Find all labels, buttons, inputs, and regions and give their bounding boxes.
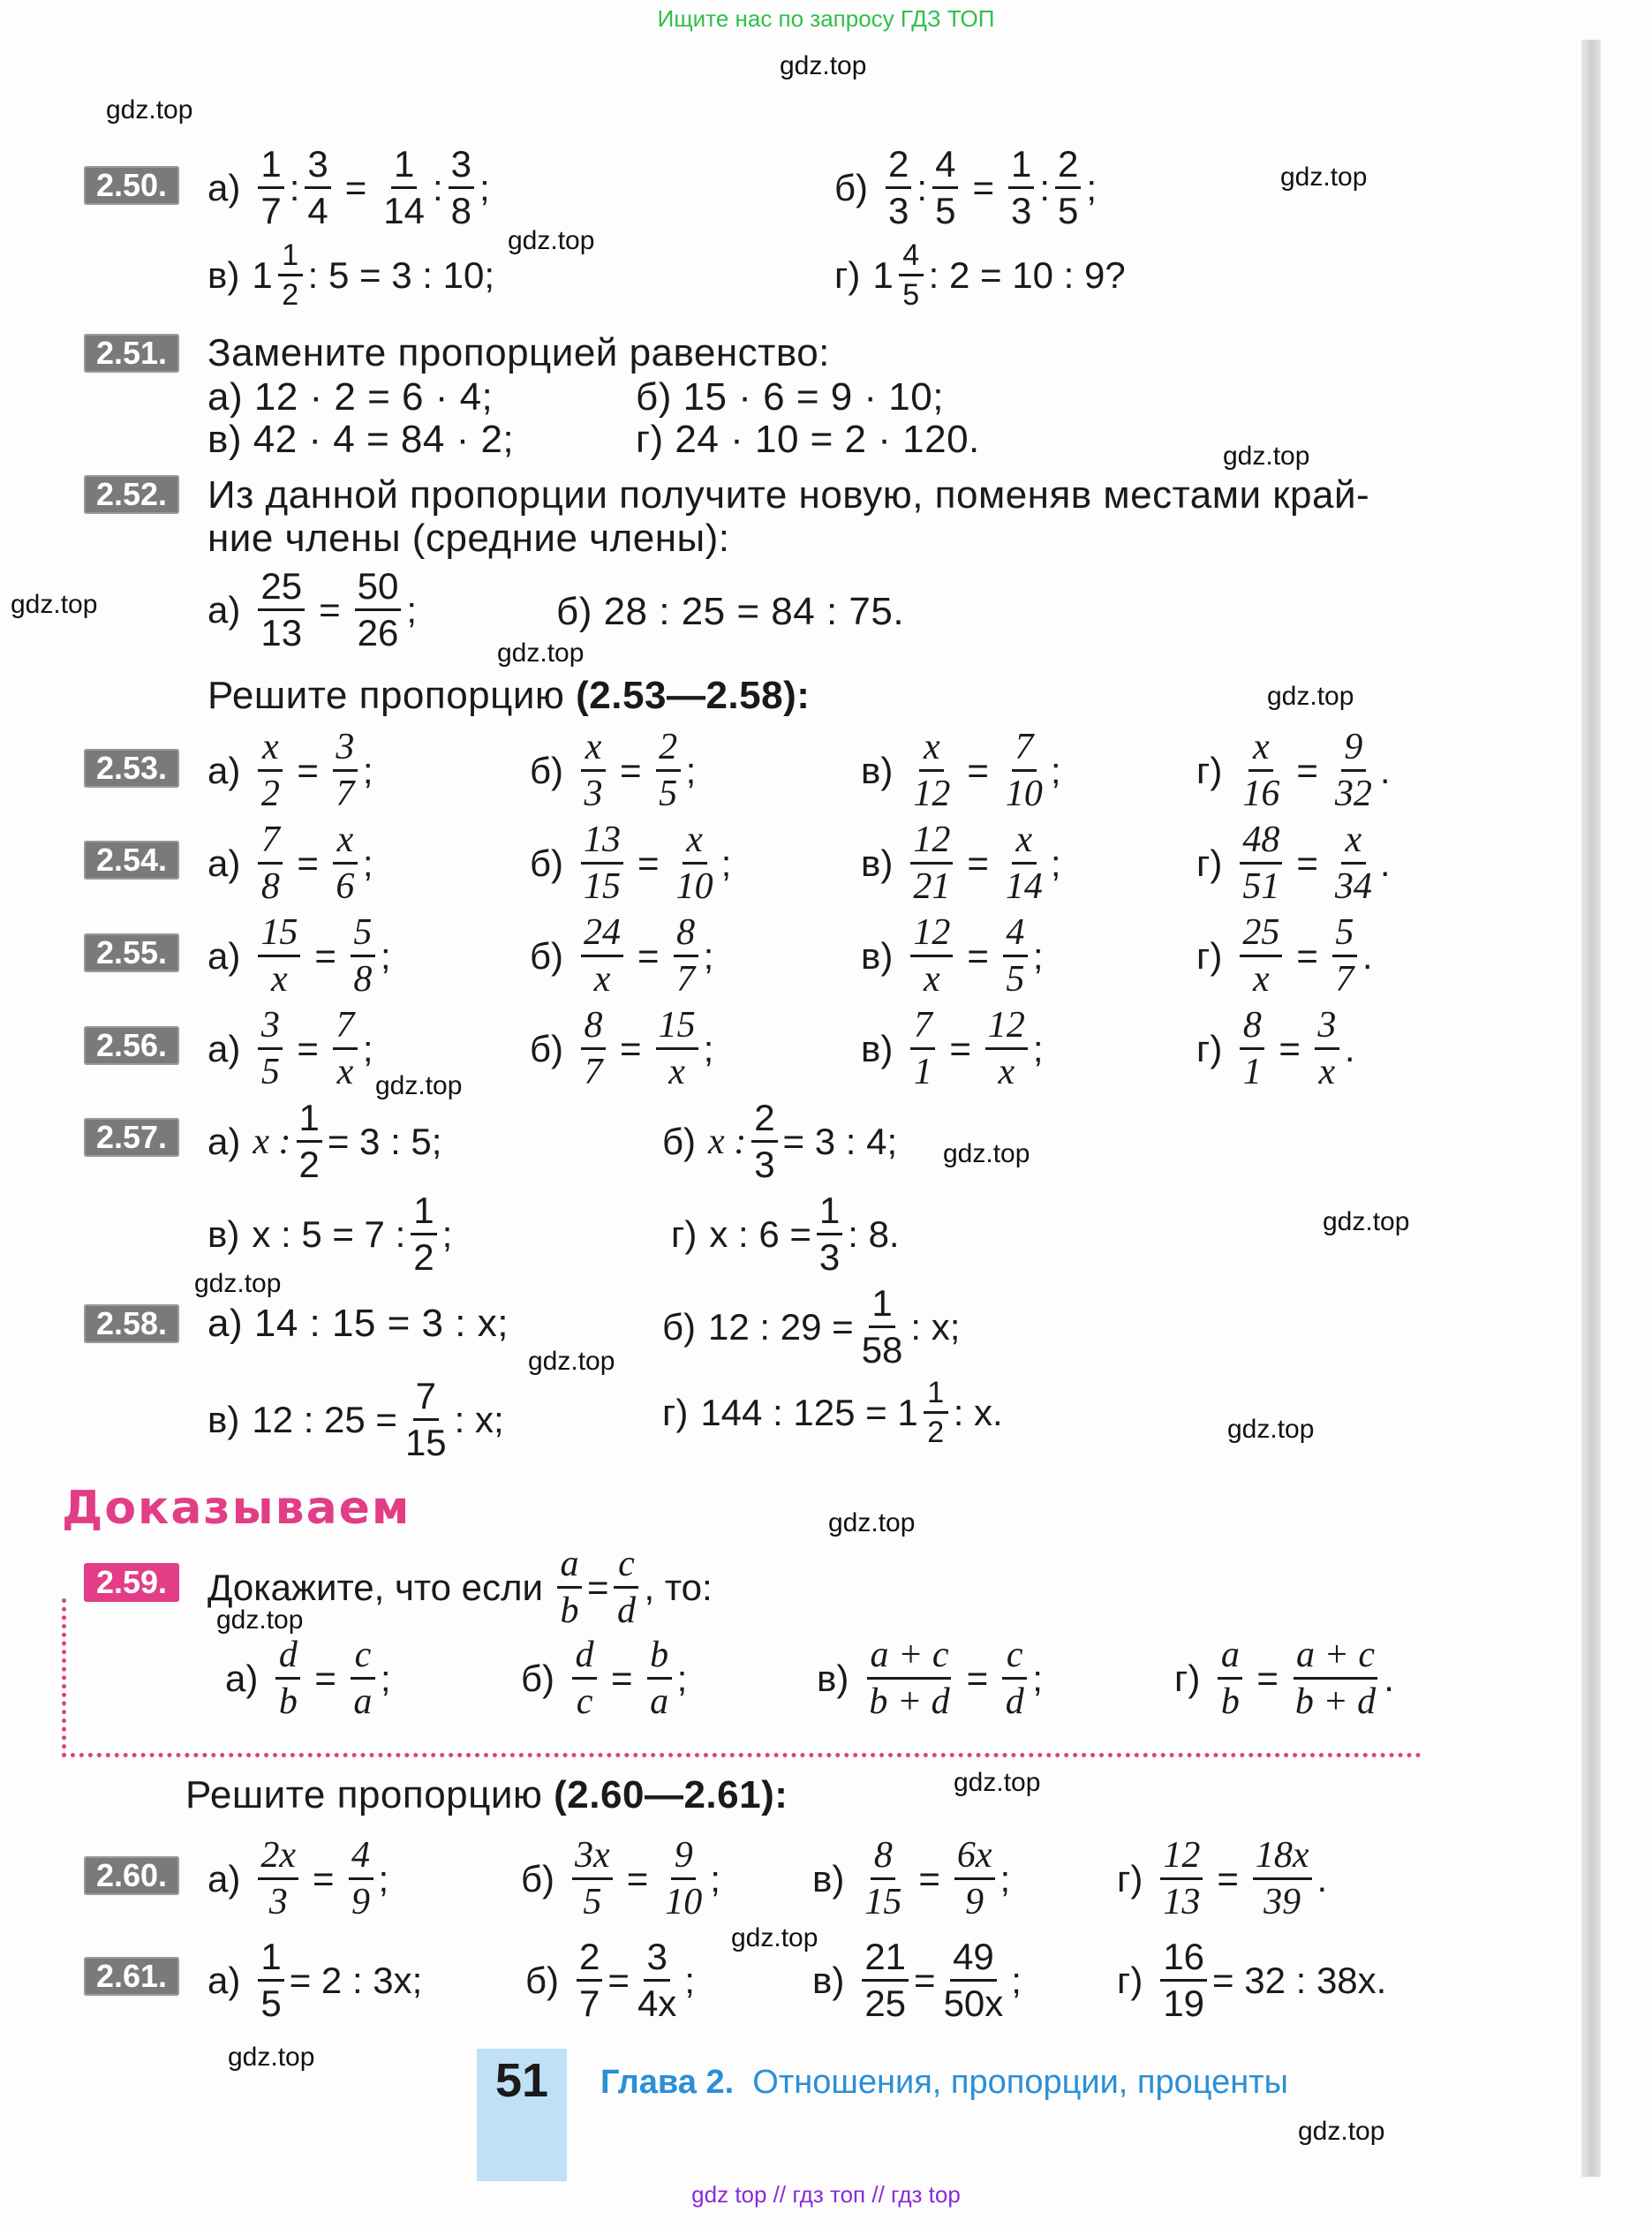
- exercise-number: 2.59.: [84, 1563, 179, 1602]
- exercise-256-item-0: а) $\frac{3}{5}$ = $\frac{7}{x}$ ;: [207, 1005, 373, 1092]
- exercise-254-item-0: а) $\frac{7}{8}$ = $\frac{x}{6}$ ;: [207, 819, 373, 907]
- watermark: gdz.top: [943, 1139, 1030, 1168]
- exercise-number: 2.56.: [84, 1026, 179, 1065]
- exercise-253-item-1: б) $\frac{x}{3}$ = $\frac{2}{5}$ ;: [530, 727, 697, 814]
- exercise-254-item-2: в) $\frac{12}{21}$ = $\frac{x}{14}$ ;: [861, 819, 1061, 907]
- exercise-number: 2.53.: [84, 749, 179, 788]
- page-edge-shadow: [1581, 40, 1601, 2177]
- exercise-259-item-1: б) $\frac{d}{c}$ = $\frac{b}{a}$ ;: [521, 1635, 688, 1722]
- exercise-256-item-1: б) $\frac{8}{7}$ = $\frac{15}{x}$ ;: [530, 1005, 714, 1092]
- watermark: gdz.top: [194, 1269, 282, 1298]
- exercise-number: 2.60.: [84, 1856, 179, 1895]
- exercise-260-item-1: б) $\frac{3x}{5}$ = $\frac{9}{10}$ ;: [521, 1835, 720, 1922]
- exercise-250-v: в) 1 $\frac{1}{2}$ : 5 = 3 : 10;: [207, 238, 494, 312]
- exercise-256-item-2: в) $\frac{7}{1}$ = $\frac{12}{x}$ ;: [861, 1005, 1044, 1092]
- exercise-259-item-0: а) $\frac{d}{b}$ = $\frac{c}{a}$ ;: [225, 1635, 391, 1722]
- exercise-261-v: в) $\frac{21}{25}$ = $\frac{49}{50x}$ ;: [812, 1936, 1022, 2024]
- exercise-259-item-2: в) $\frac{a + c}{b + d}$ = $\frac{c}{d}$ ;: [817, 1635, 1043, 1722]
- exercise-number: 2.51.: [84, 334, 179, 373]
- watermark: gdz.top: [11, 590, 98, 619]
- exercise-254-item-1: б) $\frac{13}{15}$ = $\frac{x}{10}$ ;: [530, 819, 732, 907]
- page-number: 51: [494, 2054, 549, 2107]
- exercise-261-b: б) $\frac{2}{7}$ = $\frac{3}{4x}$ ;: [525, 1936, 695, 2024]
- watermark: gdz.top: [1227, 1415, 1315, 1444]
- watermark: gdz.top: [954, 1768, 1041, 1797]
- exercise-250-g: г) 1 $\frac{4}{5}$ : 2 = 10 : 9?: [834, 238, 1126, 312]
- exercise-257-v: в) x : 5 = 7 : $\frac{1}{2}$ ;: [207, 1190, 453, 1278]
- exercise-260-item-0: а) $\frac{2x}{3}$ = $\frac{4}{9}$ ;: [207, 1835, 389, 1922]
- watermark: gdz.top: [228, 2043, 315, 2072]
- exercise-260-item-2: в) $\frac{8}{15}$ = $\frac{6x}{9}$ ;: [812, 1835, 1011, 1922]
- promo-link[interactable]: Ищите нас по запросу ГДЗ ТОП: [657, 5, 995, 32]
- exercise-number: 2.54.: [84, 841, 179, 880]
- watermark: gdz.top: [1223, 442, 1310, 471]
- exercise-251-b: б) 15 · 6 = 9 · 10;: [636, 375, 944, 419]
- exercise-260-item-3: г) $\frac{12}{13}$ = $\frac{18x}{39}$ .: [1117, 1835, 1328, 1922]
- watermark: gdz.top: [731, 1923, 818, 1952]
- watermark: gdz.top: [1280, 162, 1368, 192]
- exercise-251-task: Замените пропорцией равенство:: [207, 331, 830, 374]
- exercise-261-a: а) $\frac{1}{5}$ = 2 : 3x;: [207, 1936, 423, 2024]
- exercise-258-v: в) 12 : 25 = $\frac{7}{15}$ : x;: [207, 1375, 504, 1463]
- exercise-257-a: а) x : $\frac{1}{2}$ = 3 : 5;: [207, 1097, 442, 1185]
- chapter-title: Глава 2. Отношения, пропорции, проценты: [600, 2064, 1288, 2101]
- exercise-258-b: б) 12 : 29 = $\frac{1}{58}$ : x;: [662, 1282, 961, 1371]
- exercise-257-b: б) x : $\frac{2}{3}$ = 3 : 4;: [662, 1097, 898, 1185]
- exercise-258-g: г) 144 : 125 = 1 $\frac{1}{2}$ : x.: [662, 1376, 1003, 1449]
- exercise-255-item-1: б) $\frac{24}{x}$ = $\frac{8}{7}$ ;: [530, 912, 714, 1000]
- exercise-251-g: г) 24 · 10 = 2 · 120.: [636, 418, 980, 461]
- section-heading: Доказываем: [62, 1482, 411, 1535]
- exercise-253-item-2: в) $\frac{x}{12}$ = $\frac{7}{10}$ ;: [861, 727, 1061, 814]
- exercise-254-item-3: г) $\frac{48}{51}$ = $\frac{x}{34}$ .: [1196, 819, 1391, 907]
- watermark: gdz.top: [528, 1347, 615, 1376]
- exercise-253-item-3: г) $\frac{x}{16}$ = $\frac{9}{32}$ .: [1196, 727, 1391, 814]
- exercise-number: 2.50.: [84, 166, 179, 205]
- watermark: gdz.top: [828, 1508, 916, 1537]
- exercise-250-b: б) $\frac{2}{3}$ : $\frac{4}{5}$ = $\frac{1}{3}$ : $\frac{2}{5}$ ;: [834, 143, 1098, 231]
- watermark: gdz.top: [106, 95, 193, 125]
- exercise-255-item-3: г) $\frac{25}{x}$ = $\frac{5}{7}$ .: [1196, 912, 1373, 1000]
- exercise-252-a: а) $\frac{25}{13}$ = $\frac{50}{26}$ ;: [207, 565, 417, 653]
- exercise-252-task: Из данной пропорции получите новую, поменяв местами край-: [207, 473, 1370, 517]
- exercise-253-item-0: а) $\frac{x}{2}$ = $\frac{3}{7}$ ;: [207, 727, 373, 814]
- exercise-259-item-3: г) $\frac{a}{b}$ = $\frac{a + c}{b + d}$ .: [1174, 1635, 1394, 1722]
- watermark: gdz.top: [1298, 2117, 1385, 2146]
- watermark: gdz.top: [780, 51, 867, 80]
- exercise-number: 2.58.: [84, 1304, 179, 1343]
- exercise-261-g: г) $\frac{16}{19}$ = 32 : 38x.: [1117, 1936, 1387, 2024]
- exercise-257-g: г) x : 6 = $\frac{1}{3}$ : 8.: [671, 1190, 900, 1278]
- exercise-252-b: б) 28 : 25 = 84 : 75.: [556, 590, 905, 633]
- exercise-number: 2.55.: [84, 933, 179, 972]
- exercise-number: 2.52.: [84, 475, 179, 514]
- exercise-252-task-cont: ние члены (средние члены):: [207, 517, 730, 560]
- watermark: gdz.top: [508, 226, 595, 255]
- exercise-number: 2.57.: [84, 1118, 179, 1157]
- exercise-259-task: Докажите, что если $\frac{a}{b}$ = $\frac{c}{d}$ , то:: [207, 1544, 713, 1631]
- watermark: gdz.top: [216, 1605, 304, 1635]
- exercise-255-item-0: а) $\frac{15}{x}$ = $\frac{5}{8}$ ;: [207, 912, 391, 1000]
- watermark: gdz.top: [497, 638, 585, 668]
- exercise-251-v: в) 42 · 4 = 84 · 2;: [207, 418, 515, 461]
- exercise-251-a: а) 12 · 2 = 6 · 4;: [207, 375, 494, 419]
- watermark: gdz.top: [375, 1071, 463, 1100]
- watermark: gdz.top: [1323, 1207, 1410, 1236]
- instruction: Решите пропорцию (2.53—2.58):: [207, 674, 811, 717]
- exercise-256-item-3: г) $\frac{8}{1}$ = $\frac{3}{x}$ .: [1196, 1005, 1355, 1092]
- exercise-258-a: а) 14 : 15 = 3 : x;: [207, 1302, 509, 1345]
- watermark: gdz.top: [1267, 682, 1354, 711]
- exercise-250-a: а) $\frac{1}{7}$ : $\frac{3}{4}$ = $\frac{1}{14}$ : $\frac{3}{8}$ ;: [207, 143, 490, 231]
- exercise-255-item-2: в) $\frac{12}{x}$ = $\frac{4}{5}$ ;: [861, 912, 1044, 1000]
- bottom-links[interactable]: gdz top // гдз топ // гдз top: [691, 2181, 961, 2208]
- exercise-number: 2.61.: [84, 1957, 179, 1996]
- instruction: Решите пропорцию (2.60—2.61):: [185, 1773, 788, 1816]
